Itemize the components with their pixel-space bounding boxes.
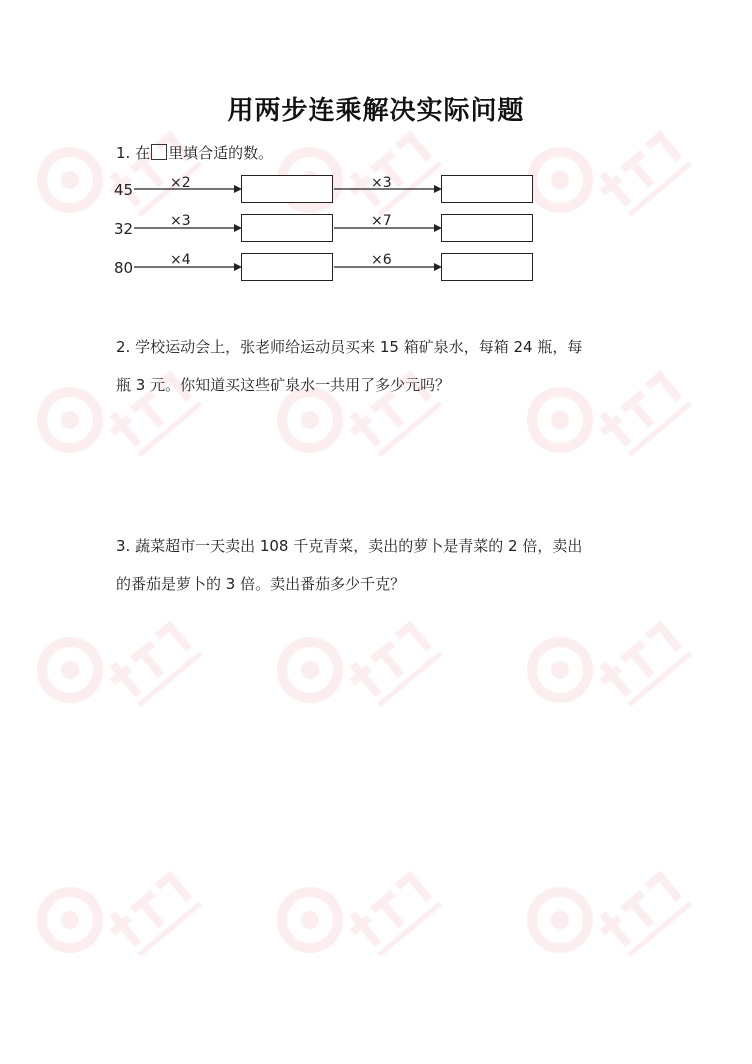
q1-row3-op1: ×4 <box>170 252 191 268</box>
q3-line2: 的番茄是萝卜的 3 倍。卖出番茄多少千克？ <box>116 575 406 593</box>
watermark-logo-icon <box>520 860 710 990</box>
q1-row1-answer1-box[interactable] <box>241 175 333 203</box>
q2-line1: 2. 学校运动会上，张老师给运动员买来 15 箱矿泉水，每箱 24 瓶，每 <box>116 338 583 356</box>
arrow-right-icon <box>134 183 242 195</box>
q1-row1-answer2-box[interactable] <box>441 175 533 203</box>
q1-row2-op1: ×3 <box>170 213 191 229</box>
q2-text <box>116 328 646 404</box>
q1-row2-answer1-box[interactable] <box>241 214 333 242</box>
q1-prompt <box>116 142 273 163</box>
q2-line2: 瓶 3 元。你知道买这些矿泉水一共用了多少元吗？ <box>116 376 451 394</box>
q3-line1: 3. 蔬菜超市一天卖出 108 千克青菜，卖出的萝卜是青菜的 2 倍，卖出 <box>116 537 583 555</box>
q1-prompt-before: 1. 在 <box>116 144 151 162</box>
watermark-logo-icon <box>520 120 710 250</box>
q1-row2-start: 32 <box>114 220 134 238</box>
q1-prompt-after: 里填合适的数。 <box>168 144 274 162</box>
q1-row1-op1: ×2 <box>170 175 191 191</box>
watermark-logo-icon <box>270 860 460 990</box>
q1-row2-op2: ×7 <box>371 213 392 229</box>
watermark-logo-icon <box>270 610 460 740</box>
watermark-logo-icon <box>30 610 220 740</box>
q1-row3-start: 80 <box>114 259 134 277</box>
arrow-right-icon <box>134 261 242 273</box>
q1-row3-answer2-box[interactable] <box>441 253 533 281</box>
blank-box-icon <box>151 144 167 160</box>
arrow-right-icon <box>134 222 242 234</box>
page-title: 用两步连乘解决实际问题 <box>227 96 525 126</box>
q1-row1-op2: ×3 <box>371 175 392 191</box>
q3-text <box>116 527 646 603</box>
q1-row3-answer1-box[interactable] <box>241 253 333 281</box>
q1-row3-op2: ×6 <box>371 252 392 268</box>
q1-row2-answer2-box[interactable] <box>441 214 533 242</box>
watermark-logo-icon <box>30 860 220 990</box>
watermark-logo-icon <box>520 610 710 740</box>
q1-row1-start: 45 <box>114 181 134 199</box>
